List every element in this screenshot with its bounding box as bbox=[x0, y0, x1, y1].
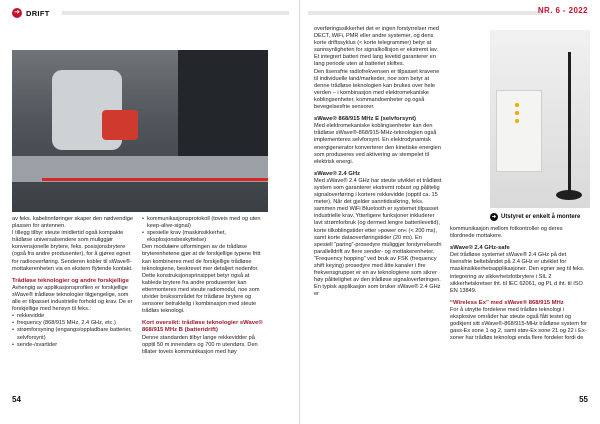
header-rule bbox=[62, 11, 289, 15]
paragraph: Den lisensfrie radiofrekvensen er tilpasset kravene til individuelle land/markeder, noe som betyr at denne trådløse teknologien kan brukes over hele verden – i kombinasjon med elektromekaniske koblingsenheter, kommandoenheter og også bevegelsesfrie sensorer. bbox=[314, 68, 440, 111]
antenna bbox=[568, 52, 571, 192]
arrow-right-icon: ➜ bbox=[491, 214, 497, 220]
section-header bbox=[12, 7, 50, 19]
list-item: • sende-/svartider bbox=[12, 342, 136, 349]
paragraph: Avhengig av applikasjonsprofilen er forskjellige sWave® trådløse teknologier tilgjengelige, som alle er tilpasset industrielle forhold og krav. De er forskjellige med hensyn til feks.: bbox=[12, 284, 133, 313]
page-number: 55 bbox=[579, 395, 588, 404]
robot-photo bbox=[12, 50, 268, 212]
subheading: Trådløse teknologier og andre forskjellige bbox=[12, 277, 129, 284]
list-item: • rekkevidde bbox=[12, 313, 136, 320]
bullet-list bbox=[12, 313, 136, 348]
arrow-right-icon: ➜ bbox=[12, 8, 22, 18]
machine-background bbox=[178, 50, 268, 156]
left-column-2 bbox=[142, 216, 268, 356]
issue-label: NR. 6 - 2022 bbox=[537, 6, 588, 15]
caption-text: Utstyret er enkelt å montere bbox=[501, 214, 581, 220]
subheading: sWave® 868/915 MHz E (selvforsynt) bbox=[314, 116, 417, 123]
section-label: DRIFT bbox=[26, 8, 50, 18]
subheading: sWave® 2.4 GHz bbox=[314, 170, 361, 177]
paragraph: Med sWave® 2.4 GHz har steute utviklet et trådløst system som garanterer ekstremt robust og pålitelig signaloverføring i kortere rekkevidde (opptil ca. 15 meter). Når det gjelder sanntidssikring, feks. sammen med WiFi Bluetooth er systemet tilpasset industrielle krav. Ytterligere funksjoner inkluderer lavt strømforbruk (og dermed lengre batterilevetid), korte tilkoblingstider etter »power on« (< 200 ms), samt korte dataoverføringstider (20 ms). En spesiell “paring”-prosedyre muliggjør forstyrrelsesfri parallelldrift av flere sender- og mottakerenheter. “Frequency hopping” ved bruk av FSK (frequency shift keying) prosedyre med åtte kanaler i fire frekvensgrupper er en av teknologiene som sikrer høy pålitelighet av den trådløse signaloverføringen. En typisk applikasjon som bruker sWave® 2.4 GHz er bbox=[314, 177, 442, 298]
paragraph: av feks. kabelinnføringer skaper den nødvendige plassen for antennen. bbox=[12, 216, 133, 230]
paragraph: Denne standarden tilbyr lange rekkevidder på opptil 50 m innendørs og 700 m utendørs. Den tillater toveis kommunikasjon med høy bbox=[142, 334, 258, 355]
image-caption bbox=[490, 213, 580, 221]
subheading: “Wireless Ex” med sWave® 868/915 MHz bbox=[450, 299, 564, 306]
robot-gripper bbox=[102, 110, 138, 140]
receiver-module bbox=[496, 90, 542, 172]
list-item: • strømforsyning (engangs/oppladbare batterier, selvforsynt) bbox=[12, 327, 136, 341]
paragraph: kommunikasjon mellom fotkontroller og deres tilordnede mottakere. bbox=[450, 226, 563, 240]
paragraph: Den modulære utformingen av de trådløse bryterenhetene gjør at de forskjellige typene fritt kan kombineres med de forskjellige trådløse teknologiene, beskrevet mer detaljert nedenfor. Dette konstruksjonsprinsippet betyr også at kablede brytere fra andre produsenter kan ettermonteres med steute radiomodul, noe som utvider bruksområdet for trådløse brytere og sensorer betraktelig i kombinasjon med steute trådløs teknologi. bbox=[142, 244, 261, 315]
paragraph: Det trådløse systemet sWave® 2.4 GHz på det lisensfrie beltebåndet på 2.4 GHz er utviklet for maskinsikkerhetsapplikasjoner. Den egner seg til feks. integrering av sikkerhetsfotbrytere i SIL 2 sikkerhetskretser iht. til IEC 62061, og PL d iht. til ISO EN 13849. bbox=[450, 252, 585, 294]
subheading: Kort oversikt: trådløse teknologier sWave® 868/915 MHz B (batteridrift) bbox=[142, 320, 263, 334]
paragraph: overføringssikkerhet det er ingen forstyrrelser med DECT, WiFi, PMR eller andre systemer, og dens korte driftssyklus (< korte telegrammer) betyr at sannsynligheten for signalkollisjon er ekstremt lav. Et integrert batteri med lang levetid garanterer en lang periode uten at batteriet skiftes. bbox=[314, 26, 439, 68]
subheading: sWave® 2.4 GHz-safe bbox=[450, 245, 510, 252]
list-item: • spesielle krav (maskinsikkerhet, eksplosjonsbeskyttelse) bbox=[142, 230, 268, 244]
list-item: • frequency (868/915 MHz, 2.4 GHz, etc.) bbox=[12, 320, 136, 327]
list-item: • kommunikasjonsprotokoll (toveis med og uten keep-alive-signal) bbox=[142, 216, 268, 230]
header-rule bbox=[308, 11, 542, 15]
left-column-1 bbox=[12, 216, 136, 349]
paragraph: For å utnytte fordelene med trådløs teknologi i eksplosive områder har steute også fått testet og godkjent sitt sWave®-868/915-MHz trådløse system for gass-Ex sone 1 og 2, samt støv-Ex sone 21 og 22 i Ex-soner har trådløs teknologi enda flere fordeler fordi de bbox=[450, 306, 587, 342]
paragraph: Med elektromekaniske koblingsenheter kan den trådløse sWave®-868/915-MHz-teknologien også implementeres selvforsynt. En elektrodynamisk energigenerator konverterer den kinetiske energien som produseres ved aktivering av stempelet til elektrisk energi. bbox=[314, 123, 441, 165]
right-column-2 bbox=[450, 226, 588, 342]
right-column-1 bbox=[314, 26, 442, 298]
right-page bbox=[300, 0, 600, 424]
conveyor-stripe bbox=[42, 178, 268, 181]
bullet-list bbox=[142, 216, 268, 244]
wireless-module-photo bbox=[490, 30, 590, 208]
antenna-base bbox=[556, 190, 582, 200]
page-number: 54 bbox=[12, 395, 21, 404]
paragraph: I tillegg tilbyr steute imidlertid også kompakte trådløse universalsendere som muliggjør konvensjonelle brytere, feks. posisjonsbrytere (også fra andre produsenter), for å gjøres egnet for radiooverføring. Senderen kobler til sWave®-mottakerenheten via en ekstern flytende kontakt. bbox=[12, 230, 133, 272]
